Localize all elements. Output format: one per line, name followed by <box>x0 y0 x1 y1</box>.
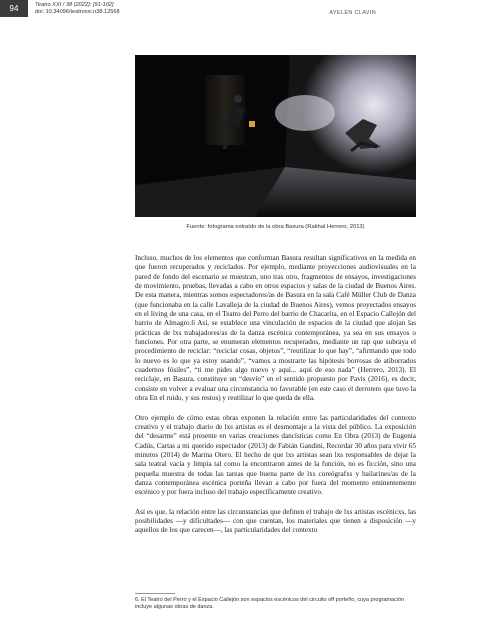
figure-caption: Fuente: fotograma extraído de la obra Basura (Rakhal Herrero, 2013) <box>186 224 365 230</box>
journal-info <box>35 2 120 15</box>
stage-photo-illustration <box>135 55 416 217</box>
paragraph-2: Otro ejemplo de cómo estas obras exponen la relación entre las particularidades del contexto creativo y el trabajo diario de lxs artistas es el desmontaje a la vista del público. La exposición del “desarme” está presente en varias creaciones dancísticas como En Obra (2013) de Eugenia Cadús, Cartas a mi querido espectador (2013) de Fabián Gandini, Recordar 30 años para vivir 65 minutos (2014) de Marina Otero. El hecho de que lxs artistas sean lxs responsables de dejar la sala teatral vacía y limpia tal como la encontraron antes de la función, no es ficción, sino una pequeña muestra de todas las tareas que buena parte de lxs coreógrafxs y bailarines/as de la danza contemporánea escénica porteña llevan a cabo por fuera del momento eminentemente escénico y por fuera incluso del trabajo específicamente creativo. <box>135 413 416 497</box>
footnote-6: 6. El Teatro del Perro y el Espacio Callejón son espacios escénicos del circuito off porteño, cuya programación incluye algunas obras de danza. <box>135 597 405 611</box>
running-author: AYELÉN CLAVIN <box>329 10 376 16</box>
journal-doi: doi: 10.34096/teatroxxi.n38.12568 <box>35 8 120 15</box>
paragraph-3: Así es que, la relación entre las circunstancias que definen el trabajo de lxs artistas escénicxs, las posibilidades —y dificultades— con que cuentan, los materiales que tienen a disposición —y aquellos de los que carecen—, las particularidades del contexto <box>135 507 416 535</box>
footnote-divider <box>135 593 175 594</box>
page-number: 94 <box>0 0 28 17</box>
journal-title: Teatro XXI / 38 (2022): [91-102] <box>35 2 114 8</box>
figure-photo <box>135 55 416 217</box>
article-body <box>135 254 416 546</box>
paragraph-1: Incluso, muchos de los elementos que conforman Basura resultan significativos en la medida en que fueron recuperados y reciclados. Por ejemplo, mediante proyecciones audiovisuales en la pared de fondo del escenario se muestran, uno tras otro, fragmentos de ensayos, investigaciones de movimiento, pruebas, llevadas a cabo en otros espacios y salas de la ciudad de Buenos Aires. De esta manera, mientras somos espectadores/as de Basura en la sala Café Müller Club de Danza (que funcionaba en la calle Lavalleja de la ciudad de Buenos Aires), vemos proyectados ensayos en el living de una casa, en el Teatro del Perro del barrio de Chacarita, en el Espacio Callejón del barrio de Almagro.6 Así, se establece una vinculación de espacios de la ciudad que alojan las prácticas de lxs trabajadores/as de la danza escénica contemporánea, ya sea en sus ensayos o funciones. Por otra parte, se enumeran elementos recuperados, mediante un rap que subraya el procedimiento de reciclar: “reciclar cosas, objetos”, “reutilizar lo que hay”, “afirmando que todo lo nuevo es lo que ya estoy usando”, “vamos a mostrarte las hipótesis borrosas de atiborrados cuadernos fósiles”, “ti me pides algo nuevo y aquí... aquí de eso nada” (Herrero, 2013). El reciclaje, en Basura, constituye un “desvío” en el sentido propuesto por Pavis (2016), es decir, consiste en volver a evaluar una circunstancia no favorable (en este caso el derrotero que tuvo la obra En el ruido, y sus restos) y reutilizar lo que queda de ella. <box>135 254 416 403</box>
